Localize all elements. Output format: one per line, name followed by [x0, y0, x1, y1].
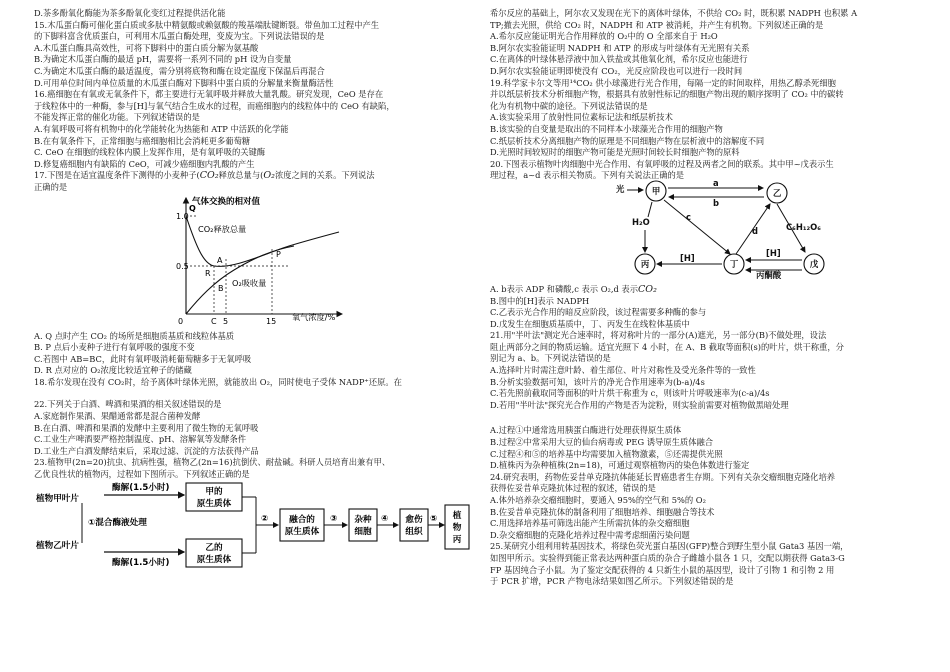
right-b-line: C.乙表示光合作用的暗反应阶段，该过程需要多种酶的参与 — [490, 307, 707, 318]
svg-text:原生质体: 原生质体 — [284, 526, 320, 537]
right-c-line: A.过程①中通常选用胰蛋白酶进行处理获得原生质体 — [490, 425, 682, 436]
plant-a-label: 植物甲叶片 — [36, 493, 79, 504]
right-a-line: A.希尔反应能证明光合作用释放的 O₂中的 O 全部来自于 H₂O — [490, 31, 718, 42]
enzyme-label-bottom: 酶解(1.5小时) — [112, 557, 170, 568]
left-c-line: B.在白酒、啤酒和果酒的发酵中主要利用了微生物的无氧呼吸 — [34, 422, 259, 433]
light-label: 光 — [616, 183, 625, 194]
left-a-line: D.修复癌细胞内有缺陷的 CeO，可减少癌细胞内乳酸的产生 — [34, 158, 255, 169]
svg-text:丙: 丙 — [452, 534, 462, 545]
node-bing-label: 丙 — [640, 258, 650, 269]
y-tick-0-5: 0.5 — [176, 261, 189, 271]
left-a-line: 15.木瓜蛋白酶可催化蛋白质或多肽中精氨酸或赖氨酸的羧基端肽键断裂。带鱼加工过程中产生 — [34, 19, 380, 30]
h-right: [H] — [766, 247, 781, 258]
mix-label: ①混合酶液处理 — [88, 517, 147, 528]
right-c-line: 获得佐妥昔单克隆抗体过程的叙述，错误的是 — [490, 483, 656, 494]
protoplast-b-label1: 乙的 — [205, 542, 223, 553]
right-text-block-c — [490, 425, 922, 587]
svg-text:融合的: 融合的 — [289, 514, 315, 525]
right-text-block-b — [490, 296, 922, 412]
left-a-line: C. CeO 在细胞的线粒体内膜上发挥作用，是有氧呼吸的关键酶 — [34, 147, 266, 158]
right-b-line: 21.用"半叶法"测定光合速率时，将对称叶片的一部分(A)遮光，另一部分(B)不做处理，设法 — [490, 330, 827, 341]
right-a-line: TP;撤去光照，供给 CO₂ 时，NADPH 和 ATP 被消耗，并产生有机物。下列叙述正确的是 — [490, 19, 824, 30]
photosynthesis-respiration-diagram — [490, 177, 922, 280]
right-text-block-a — [490, 8, 922, 182]
y-tick-1: 1.0 — [176, 211, 189, 221]
right-a-line: 理过程，a~d 表示相关物质。下列有关说法正确的是 — [490, 170, 685, 181]
o2-label: O₂吸收量 — [232, 277, 267, 288]
left-c-line: 乙优良性状的植物丙，过程如下图所示。下列叙述正确的是 — [34, 469, 250, 480]
right-a-line: C.纸层析技术分离细胞产物的原理是不同细胞产物在层析液中的溶解度不同 — [490, 135, 765, 146]
left-a-line: 不能发挥正常的催化功能。下列叙述错误的是 — [34, 112, 200, 123]
right-a-line: D.阿尔农实验能证明即使没有 CO₂，光反应阶段也可以进行一段时间 — [490, 65, 743, 76]
left-text-block-a — [34, 8, 470, 170]
right-a-line: A.该实验采用了放射性同位素标记法和纸层析技术 — [490, 112, 673, 123]
q20-option-a: A. b表示 ADP 和磷酸,c 表示 O₂,d 表示CO₂ — [490, 283, 657, 295]
right-c-line: C.用选择培养基可筛选出能产生所需抗体的杂交瘤细胞 — [490, 518, 690, 529]
node-yi-label: 乙 — [772, 187, 782, 198]
right-column — [490, 8, 922, 588]
right-a-line: D.光照时间较短时的细胞产物可能是光照时间较长时细胞产物的原料 — [490, 147, 740, 158]
right-a-line: B.该实验的自变量是取出的不同样本小球藻光合作用的细胞产物 — [490, 123, 723, 134]
left-c-line: 22.下列关于白酒、啤酒和果酒的相关叙述错误的是 — [34, 399, 222, 410]
q17-stem-line2: 正确的是 — [34, 181, 68, 192]
node-jia-label: 甲 — [651, 185, 661, 196]
x-tick-15: 15 — [266, 316, 277, 326]
left-a-line: 的下脚料富含优质蛋白，可利用木瓜蛋白酶处理，变废为宝。下列说法错误的是 — [34, 31, 325, 42]
step-5: ⑤ — [430, 513, 438, 524]
x-tick-5: 5 — [223, 316, 229, 326]
gas-exchange-graph — [34, 194, 470, 326]
right-c-line: A.体外培养杂交瘤细胞时，要通入 95%的空气和 5%的 O₂ — [490, 495, 706, 505]
protoplast-fusion-flowchart — [34, 481, 470, 597]
right-c-line: B.过程②中常采用大豆的仙台病毒或 PEG 诱导原生质体融合 — [490, 437, 714, 448]
graph-title: 气体交换的相对值 — [192, 196, 261, 207]
svg-text:物: 物 — [452, 522, 462, 533]
svg-text:杂种: 杂种 — [354, 514, 372, 525]
glucose-label: C₆H₁₂O₆ — [786, 221, 821, 232]
arrow-d: d — [752, 225, 758, 236]
right-a-line: C.在离体的叶绿体悬浮液中加入铁盐或其他氧化剂，希尔反应也能进行 — [490, 54, 748, 65]
right-b-line: 别记为 a、b。下列说法错误的是 — [490, 353, 611, 364]
right-c-line: 24.研究表明，药物佐妥昔单克隆抗体能延长胃癌患者生存期。下列有关杂交瘤细胞克隆化培养 — [490, 471, 836, 482]
point-b: B — [218, 283, 224, 293]
step-4: ④ — [381, 513, 389, 524]
h-left: [H] — [680, 252, 695, 263]
x-axis-label: 氧气浓度/% — [292, 311, 336, 322]
right-b-line: A.选择叶片时需注意叶龄、着生部位、叶片对称性及受光条件等的一致性 — [490, 365, 756, 376]
arrow-a: a — [713, 177, 719, 188]
left-c-line: C.工业生产啤酒要严格控制温度、pH、溶解氧等发酵条件 — [34, 434, 247, 445]
left-c-line: D.工业生产白酒发酵结束后，采取过滤、沉淀的方法获得产品 — [34, 445, 259, 456]
left-b-line: A. Q 点时产生 CO₂ 的场所是细胞质基质和线粒体基质 — [34, 330, 235, 341]
node-wu-label: 戊 — [809, 258, 819, 269]
left-c-line: 23.植物甲(2n=20)抗虫、抗病性强，植物乙(2n=16)抗倒伏、耐盐碱。科研人员培育出兼有甲、 — [34, 457, 391, 468]
svg-text:愈伤: 愈伤 — [405, 514, 423, 525]
left-a-line: A.有氧呼吸可将有机物中的化学能转化为热能和 ATP 中活跃的化学能 — [34, 123, 289, 134]
left-c-line: A.家庭制作果酒、果醋通常都是混合菌种发酵 — [34, 411, 201, 422]
right-a-line: 希尔反应的基础上，阿尔农又发现在光下的离体叶绿体，不供给 CO₂ 时，既积累 NADPH 也积累 A — [490, 8, 858, 18]
right-b-line: 阻止两部分之间的物质运输。适宜光照下 4 小时，在 A、B 截取等面积(s)的叶片，烘干称重，分 — [490, 341, 844, 352]
right-c-line: D.植株丙为杂种植株(2n=18)，可通过观察植物丙的染色体数进行鉴定 — [490, 460, 750, 471]
right-a-line: 19.科学家卡尔文等用¹⁴CO₂ 供小球藻进行光合作用，每隔一定的时间取样，用热乙醇杀死细胞 — [490, 77, 836, 88]
arrow-b: b — [713, 197, 719, 208]
right-b-line: B.图中的[H]表示 NADPH — [490, 295, 590, 306]
svg-text:植: 植 — [452, 510, 462, 521]
right-c-line: 25.某研究小组利用转基因技术，将绿色荧光蛋白基因(GFP)整合到野生型小鼠 Gata3 基因一端， — [490, 541, 849, 552]
pyruvate-label: 丙酮酸 — [756, 269, 782, 280]
water-label: H₂O — [632, 216, 650, 227]
left-a-line: 于线粒体中的一种酶，参与[H]与氧气结合生成水的过程，而癌细胞内的线粒体中的 CeO 有缺陷， — [34, 100, 395, 111]
left-b-line: D. R 点对应的 O₂浓度比较适宜种子的储藏 — [34, 365, 192, 376]
left-b-line: C.若图中 AB=BC，此时有氧呼吸消耗葡萄糖多于无氧呼吸 — [34, 353, 252, 364]
right-c-line: C.过程④和⑤的培养基中均需要加入植物激素，⑤还需提供光照 — [490, 448, 723, 459]
left-a-line: B.为确定木瓜蛋白酶的最适 pH，需要将一系列不同的 pH 设为自变量 — [34, 54, 292, 65]
co2-label: CO₂释放总量 — [198, 223, 247, 234]
left-a-line: C.为确定木瓜蛋白酶的最适温度，需分别将底物和酶在设定温度下保温后再混合 — [34, 65, 325, 76]
right-b-line: C.若先照前截取同等面积的叶片烘干称重为 c，则该叶片呼吸速率为(c-a)/4s — [490, 388, 770, 399]
left-a-line: D.茶多酚氧化酶能为茶多酚氧化变红过程提供活化能 — [34, 8, 226, 18]
protoplast-a-label1: 甲的 — [205, 486, 223, 497]
right-b-line: B.分析实验数据可知，该叶片的净光合作用速率为(b-a)/4s — [490, 376, 705, 387]
right-c-line: 于 PCR 扩增，PCR 产物电泳结果如图乙所示。下列叙述错误的是 — [490, 576, 734, 587]
right-a-line: 并以纸层析技术分析细胞产物，根据具有放射性标记的细胞产物出现的顺序探明了 CO₂ 中的碳转 — [490, 89, 844, 100]
protoplast-b-label2: 原生质体 — [196, 554, 232, 565]
left-b-line: B. P 点后小麦种子进行有氧呼吸的强度不变 — [34, 342, 195, 353]
q17-stem-line1: 17.下图是在适宜温度条件下测得的小麦种子(CO₂释放总量与(O₂浓度之间的关系。下列说法 — [34, 170, 375, 182]
left-a-line: B.在有氧条件下，正常细胞与癌细胞相比会消耗更多葡萄糖 — [34, 135, 251, 146]
left-a-line: A.木瓜蛋白酶具高效性，可将下脚料中的蛋白质分解为氨基酸 — [34, 42, 259, 53]
left-text-block-c — [34, 399, 470, 480]
x-tick-c: C — [211, 316, 217, 326]
left-a-line: 16.癌细胞在有氧或无氧条件下，都主要进行无氧呼吸并释放大量乳酸。研究发现，CeO 是存在 — [34, 89, 384, 100]
right-b-line: D.戊发生在细胞质基质中，丁、丙发生在线粒体基质中 — [490, 318, 690, 329]
point-p: P — [276, 249, 281, 259]
origin-label: 0 — [178, 316, 184, 326]
right-b-line: D.若用"半叶法"探究光合作用的产物是否为淀粉，则实验前需要对植物做黑暗处理 — [490, 399, 789, 410]
right-c-line: 如图甲所示。实验得到能正常表达两种蛋白质的杂合子雌雄小鼠各 1 只，交配以期获得 Gata3-G — [490, 552, 845, 563]
right-a-line: 20.下图表示植物叶肉细胞中光合作用、有氧呼吸的过程及两者之间的联系。其中甲~戊表示生 — [490, 158, 834, 169]
enzyme-label-top: 酶解(1.5小时) — [112, 482, 170, 493]
step-2: ② — [261, 513, 269, 524]
left-column — [34, 8, 470, 597]
right-c-line: FP 基因纯合子小鼠。为了鉴定交配获得的 4 只新生小鼠的基因型，设计了引物 1 和引物 2 用 — [490, 564, 835, 575]
left-b-line: 18.希尔发现在没有 CO₂时，给予离体叶绿体光照，就能放出 O₂，同时使电子受体 NADP⁺还原。在 — [34, 376, 402, 387]
left-text-block-b — [34, 331, 470, 389]
point-r: R — [205, 268, 211, 278]
protoplast-a-label2: 原生质体 — [196, 498, 232, 509]
right-a-line: B.阿尔农实验能证明 NADPH 和 ATP 的形成与叶绿体有无光照有关系 — [490, 42, 750, 53]
svg-text:细胞: 细胞 — [354, 526, 372, 537]
plant-b-label: 植物乙叶片 — [36, 540, 79, 551]
right-c-line: B.佐妥昔单克隆抗体的制备利用了细胞培养、细胞融合等技术 — [490, 506, 715, 517]
right-c-line: D.杂交瘤细胞的克隆化培养过程中需考虑细菌污染问题 — [490, 529, 690, 540]
point-q: Q — [189, 203, 196, 213]
arrow-c: c — [686, 211, 691, 222]
right-a-line: 化为有机物中碳的途径。下列说法错误的是 — [490, 100, 648, 111]
svg-text:组织: 组织 — [405, 526, 423, 537]
node-ding-label: 丁 — [729, 258, 739, 269]
point-a: A — [217, 255, 223, 265]
step-3: ③ — [330, 513, 338, 524]
left-a-line: D.可用单位时间内单位质量的木瓜蛋白酶对下脚料中蛋白质的分解量来衡量酶活性 — [34, 77, 334, 88]
